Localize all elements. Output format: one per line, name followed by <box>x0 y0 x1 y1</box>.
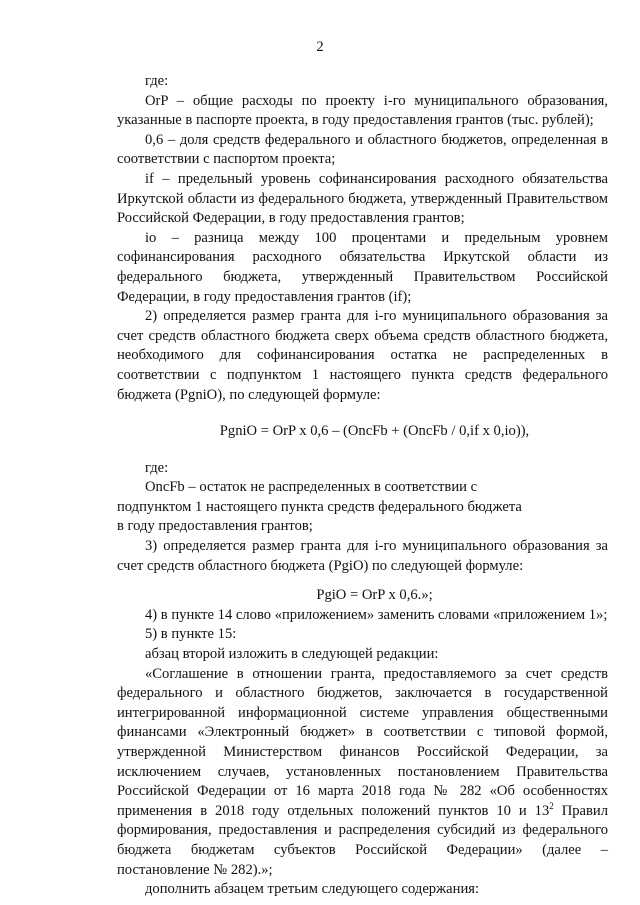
paragraph-orp-definition: OrP – общие расходы по проекту i-го муниципального образования, указанные в паспорте проекта, в году предоставления грантов (тыс. рублей); <box>117 92 608 129</box>
paragraph-item-2: 2) определяется размер гранта для i-го муниципального образования за счет средств областного бюджета сверх объема средств областного бюджета, необходимого для софинансирования остатка не распределенных в соответствии с подпунктом 1 настоящего пункта средств федерального бюджета (PgniO), по следующей формуле: <box>117 308 608 403</box>
paragraph-io-definition: io – разница между 100 процентами и предельным уровнем софинансирования расходного обязательства Иркутской области из федерального бюджета, утвержденный Правительством Российской Федерации, в году предоставления грантов (if); <box>117 229 608 305</box>
paragraph-oncfb-definition-line-1: OncFb – остаток не распределенных в соответствии с <box>145 479 478 496</box>
paragraph-item-5: 5) в пункте 15: <box>145 626 237 643</box>
paragraph-oncfb-definition-line-2: подпунктом 1 настоящего пункта средств федерального бюджета <box>117 498 522 515</box>
agreement-quote-text-cont: Правил формирования, предоставления и распределения субсидий из федерального бюджета бюджетам субъектов Российской Федерации» (далее – постановление № 282).»; <box>117 802 608 878</box>
paragraph-second-abzac: абзац второй изложить в следующей редакции: <box>145 646 439 663</box>
page-number: 2 <box>316 39 324 55</box>
paragraph-agreement-quote <box>117 665 608 881</box>
paragraph-if-definition: if – предельный уровень софинансирования расходного обязательства Иркутской области из федерального бюджета, утвержденный Правительством Российской Федерации, в году предоставления грантов; <box>117 170 608 227</box>
paragraph-where-2: где: <box>145 459 169 476</box>
paragraph-oncfb-definition-line-3: в году предоставления грантов; <box>117 518 313 535</box>
paragraph-add-third-abzac: дополнить абзацем третьим следующего содержания: <box>145 881 480 898</box>
superscript-2: 2 <box>549 800 554 811</box>
document-body <box>117 72 608 900</box>
paragraph-item-4: 4) в пункте 14 слово «приложением» заменить словами «приложением 1»; <box>145 606 608 623</box>
paragraph-where-1: где: <box>145 73 169 89</box>
formula-pgnio: PgniO = OrP x 0,6 – (OncFb + (OncFb / 0,if x 0,io)), <box>219 423 530 440</box>
formula-pgio: PgiO = OrP x 0,6.»; <box>316 587 433 604</box>
paragraph-item-3: 3) определяется размер гранта для i-го муниципального образования за счет средств областного бюджета (PgiO) по следующей формуле: <box>117 538 608 574</box>
agreement-quote-text: «Соглашение в отношении гранта, предоставляемого за счет средств федерального и областного бюджетов, заключается в государственной интегрированной информационной системе управления общественными финансами «Электронный бюджет» в соответствии с типовой формой, утвержденной Министерством финансов Российской Федерации, за исключением случаев, установленных постановлением Правительства Российской Федерации от 16 марта 2018 года № 282 «Об особенностях применения в 2018 году отдельных положений пунктов 10 и 13 <box>117 665 608 819</box>
paragraph-share-definition: 0,6 – доля средств федерального и областного бюджетов, определенная в соответствии с паспортом проекта; <box>117 131 608 168</box>
